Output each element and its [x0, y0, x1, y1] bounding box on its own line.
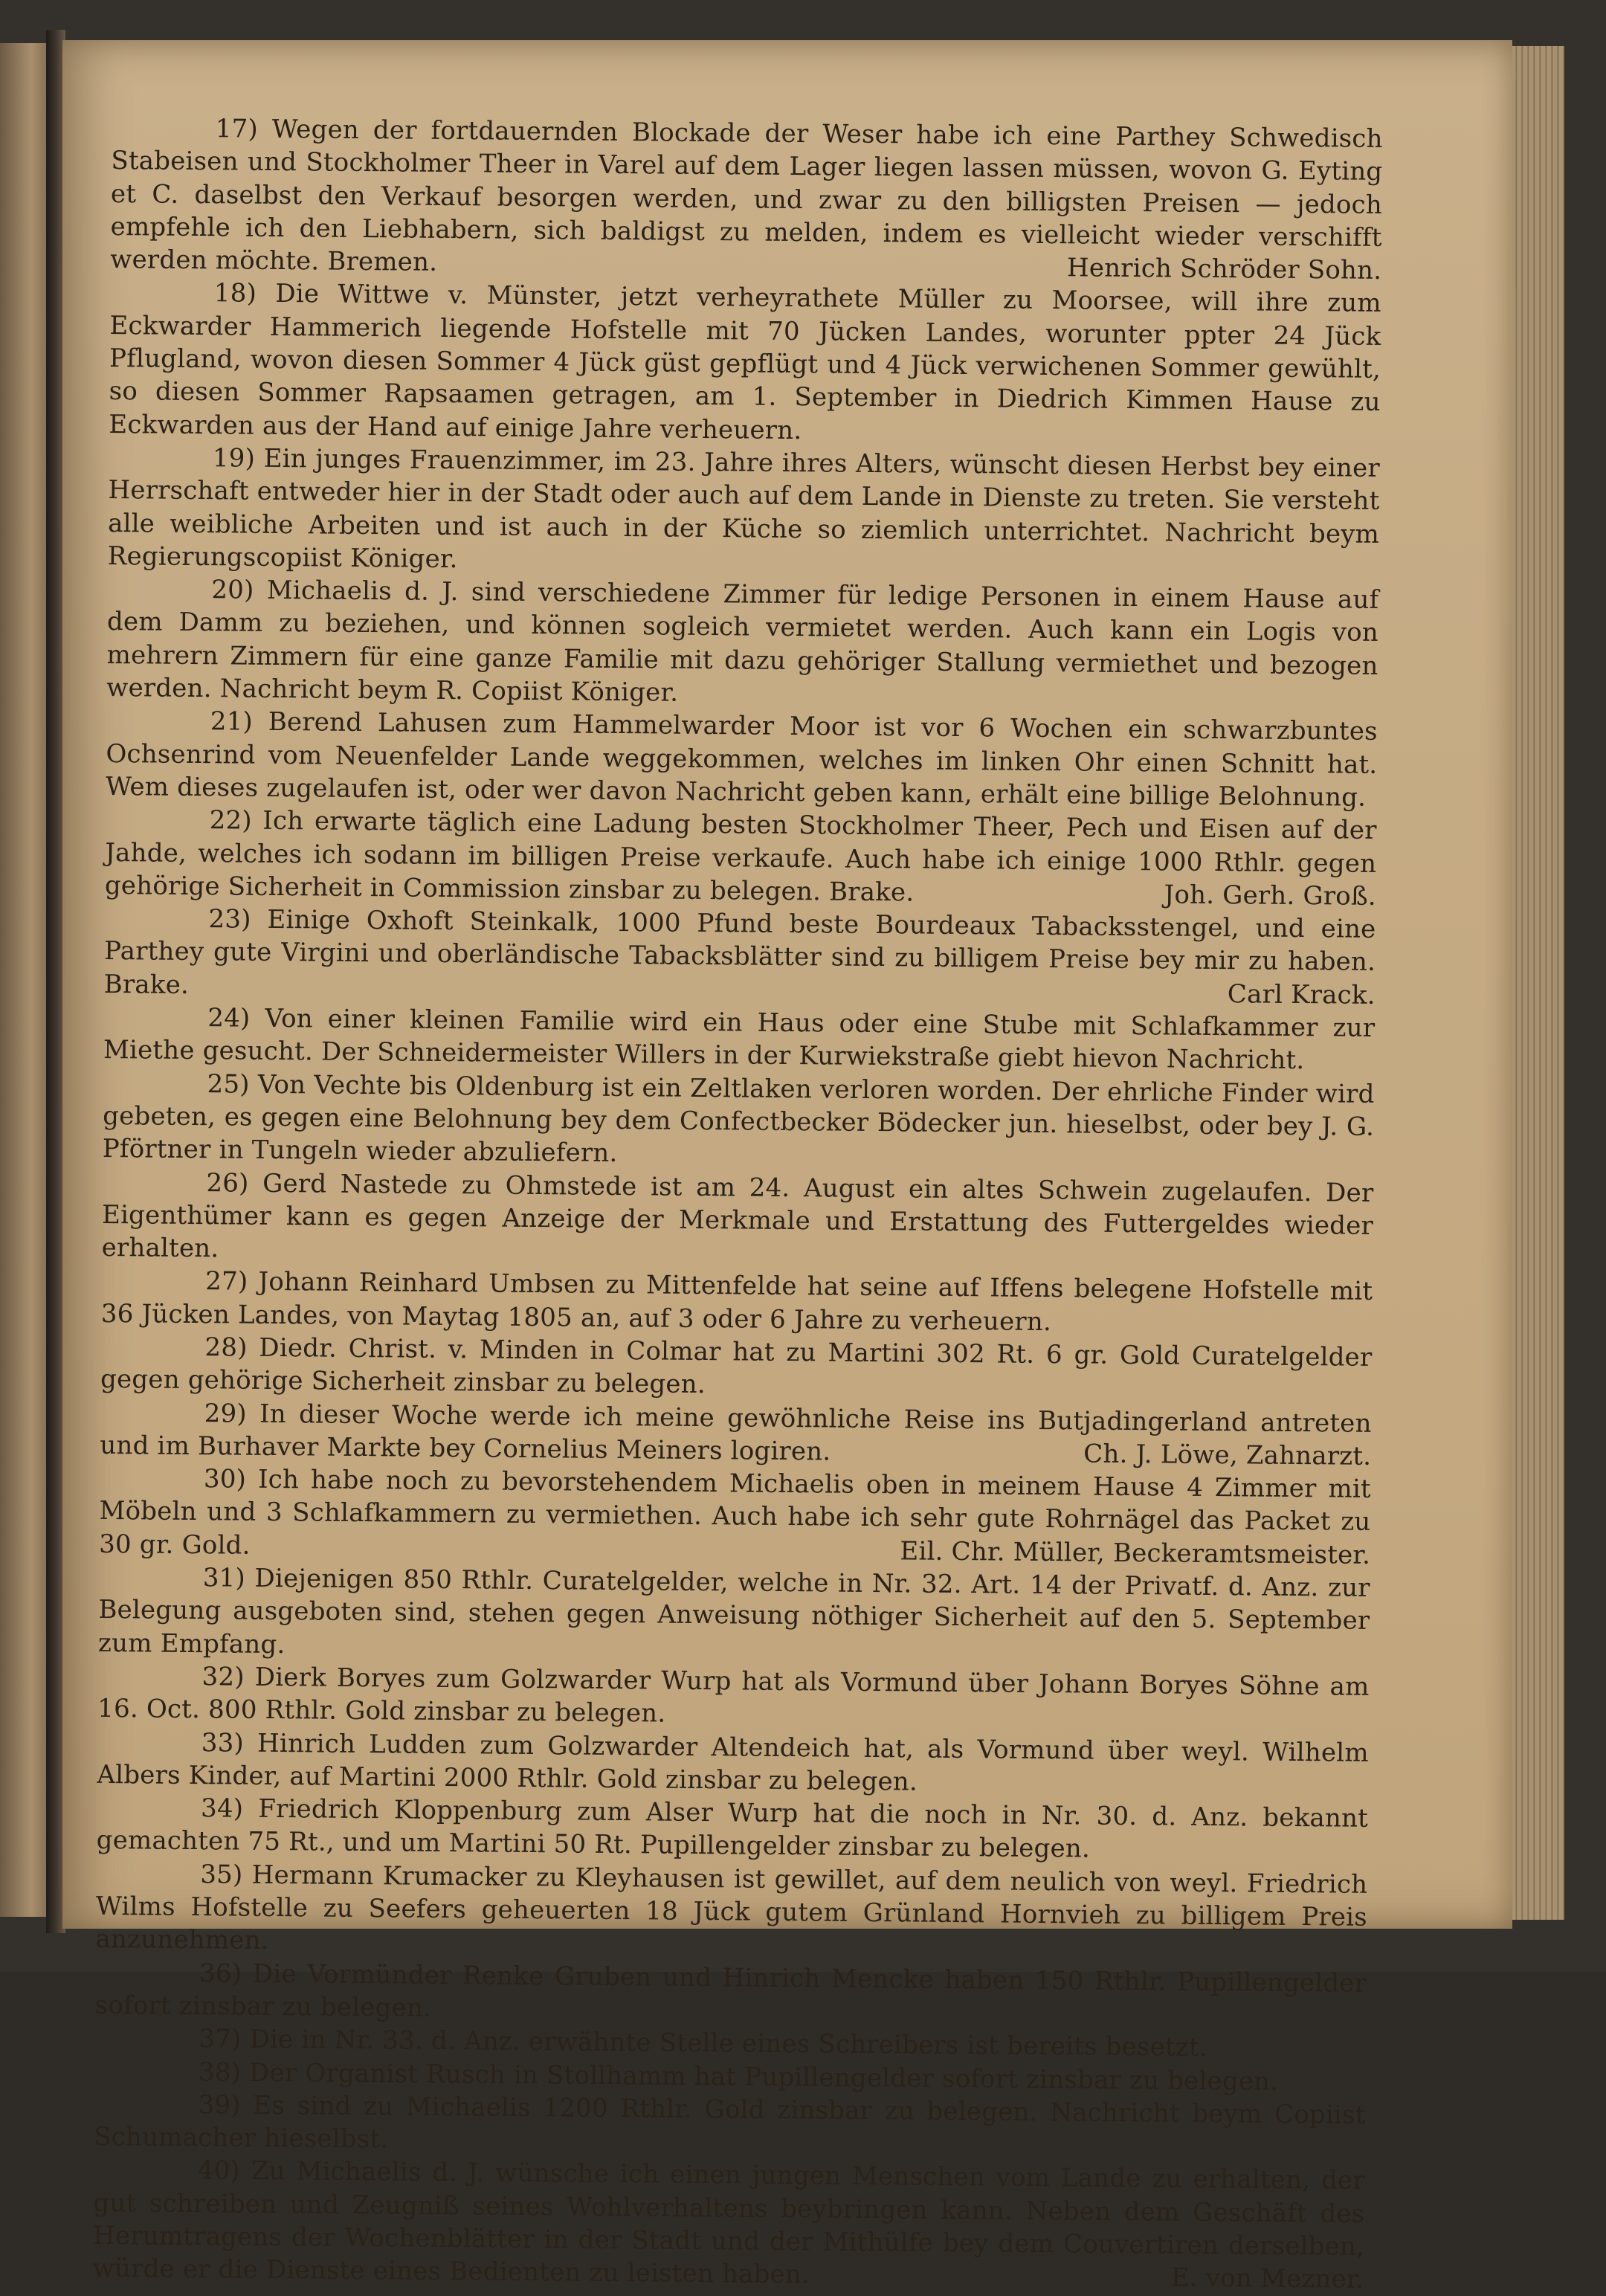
entry-number: 30): [203, 1464, 247, 1494]
entry-number: 31): [202, 1563, 246, 1593]
advertisement-entry: [99, 1462, 1371, 1572]
advertisement-entry: [100, 1330, 1373, 1407]
entry-signature: Eil. Chr. Müller, Beckeramtsmeister.: [900, 1536, 1371, 1570]
entry-text: Von einer kleinen Familie wird ein Haus oder eine Stube mit Schlafkammer zur Miethe gesucht. Der Schneidermeister Willers in der Kurwiekstraße giebt hievon Nachricht.: [103, 1003, 1376, 1076]
entry-text: Ich habe noch zu bevorstehendem Michaelis oben in meinem Hause 4 Zimmer mit Möbeln und 3 Schlafkammern zu vermiethen. Auch habe ich sehr gute Rohrnägel das Packet zu 30 gr. Gold.: [99, 1464, 1372, 1561]
entry-text: Hermann Krumacker zu Kleyhausen ist gewillet, auf dem neulich von weyl. Friedrich Wilms Hofstelle zu Seefers geheuerten 18 Jück gutem Grünland Hornvieh zu billigem Preis anzunehmen.: [95, 1860, 1368, 1956]
advertisement-entry: [110, 112, 1383, 287]
entry-text: Die Vormünder Renke Gruben und Hinrich Mencke haben 150 Rthlr. Pupillengelder sofort zinsbar zu belegen.: [94, 1958, 1367, 2023]
entry-number: 20): [211, 575, 254, 605]
entry-number: 34): [200, 1793, 244, 1824]
entry-number: 33): [201, 1727, 245, 1758]
page-stack-edges: [1512, 46, 1564, 1920]
entry-text: Ein junges Frauenzimmer, im 23. Jahre ihres Alters, wünscht diesen Herbst bey einer Herrschaft entweder hier in der Stadt oder auch auf dem Lande in Dienste zu treten. Sie versteht alle weibliche Arbeiten und ist auch in der Küche so ziemlich unterrichtet. Nachricht beym Regierungscopiist Königer.: [107, 443, 1381, 574]
advertisement-entry: [101, 1165, 1373, 1275]
entry-signature: Ch. J. Löwe, Zahnarzt.: [1083, 1439, 1372, 1471]
advertisement-entry: [97, 1791, 1369, 1868]
entry-number: 37): [199, 2024, 242, 2054]
entry-text: Berend Lahusen zum Hammelwarder Moor ist vor 6 Wochen ein schwarzbuntes Ochsenrind vom Neuenfelder Lande weggekommen, welches im linken Ohr einen Schnitt hat. Wem dieses zugelaufen ist, oder wer davon Nachricht geben kann, erhält eine billige Belohnung.: [105, 707, 1378, 813]
entry-text: In dieser Woche werde ich meine gewöhnliche Reise ins Butjadingerland antreten und im Burhaver Markte bey Cornelius Meiners logiren.: [100, 1399, 1372, 1467]
entry-text: Wegen der fortdauernden Blockade der Weser habe ich eine Parthey Schwedisch Stabeisen und Stockholmer Theer in Varel auf dem Lager liegen lassen müssen, wovon G. Eyting et C. daselbst den Verkauf besorgen werden, und zwar zu den billigsten Preisen — jedoch empfehle ich den Liebhabern, sich baldigst zu melden, indem es vielleicht wieder verschifft werden möchte. Bremen.: [110, 114, 1383, 278]
advertisement-entry: [104, 902, 1376, 1012]
entry-text: Diedr. Christ. v. Minden in Colmar hat zu Martini 302 Rt. 6 gr. Gold Curatelgelder gegen gehörige Sicherheit zinsbar zu belegen.: [100, 1332, 1373, 1400]
entry-number: 36): [199, 1958, 242, 1989]
entry-number: 27): [205, 1266, 248, 1297]
entry-text: Die Wittwe v. Münster, jetzt verheyrathete Müller zu Moorsee, will ihre zum Eckwarder Hammerich liegende Hofstelle mit 70 Jücken Landes, worunter ppter 24 Jück Pflugland, wovon diesen Sommer 4 Jück güst gepflügt und 4 Jück verwichenen Sommer gewühlt, so diesen Sommer Rapsaamen getragen, am 1. September in Diedrich Kimmen Hause zu Eckwarden aus der Hand auf einige Jahre verheuern.: [109, 279, 1381, 445]
advertisement-entry: [95, 1956, 1367, 2034]
entry-text: Zu Michaelis d. J. wünsche ich einen jungen Menschen vom Lande zu erhalten, der gut schreiben und Zeugniß seines Wohlverhaltens beybringen kann. Neben dem Geschäft des Herumtragens der Wochenblätter in der Stadt und der Mithülfe bey dem Couvertiren derselben, würde er die Dienste eines Bedienten zu leisten haben.: [92, 2156, 1365, 2290]
entry-text: Ich erwarte täglich eine Ladung besten Stockholmer Theer, Pech und Eisen auf der Jahde, welches ich sodann im billigen Preise verkaufe. Auch habe ich einige 1000 Rthlr. gegen gehörige Sicherheit in Commission zinsbar zu belegen. Brake.: [104, 806, 1377, 908]
entry-number: 25): [207, 1068, 250, 1100]
advertisement-entry: [103, 1001, 1376, 1078]
entry-text: Gerd Nastede zu Ohmstede ist am 24. August ein altes Schwein zugelaufen. Der Eigenthümer kann es gegen Anzeige der Merkmale und Erstattung des Futtergeldes wieder erhalten.: [101, 1168, 1374, 1264]
advertisement-entry: [101, 1264, 1373, 1341]
entry-number: 26): [206, 1167, 249, 1199]
entry-text: Friedrich Kloppenburg zum Alser Wurp hat die noch in Nr. 30. d. Anz. bekannt gemachten 75 Rt., und um Martini 50 Rt. Pupillengelder zinsbar zu belegen.: [96, 1793, 1369, 1865]
entry-signature: E. von Mezner.: [1170, 2263, 1364, 2295]
entry-number: 17): [215, 114, 259, 144]
entry-number: 40): [197, 2155, 241, 2187]
entry-number: 39): [198, 2089, 241, 2121]
advertisement-entry: [92, 2153, 1364, 2296]
entry-text: Diejenigen 850 Rthlr. Curatelgelder, welche in Nr. 32. Art. 14 der Privatf. d. Anz. zur Belegung ausgeboten sind, stehen gegen Anweisung nöthiger Sicherheit auf den 5. September zum Empfang.: [97, 1563, 1370, 1660]
entry-text: Es sind zu Michaelis 1200 Rthlr. Gold zinsbar zu belegen. Nachricht beym Copiist Schumacher hieselbst.: [94, 2090, 1366, 2155]
entry-number: 23): [208, 904, 251, 935]
advertisement-entry: [108, 441, 1380, 584]
advertisement-entry: [97, 1660, 1370, 1737]
entry-number: 35): [200, 1859, 243, 1890]
advertisement-entry: [100, 1396, 1372, 1474]
entry-text: Der Organist Rusch in Stollhamm hat Pupillengelder sofort zinsbar zu belegen.: [248, 2057, 1279, 2097]
entry-number: 19): [212, 443, 256, 474]
entry-text: Von Vechte bis Oldenburg ist ein Zeltlaken verloren worden. Der ehrliche Finder wird gebeten, es gegen eine Belohnung bey dem Confectbecker Bödecker jun. hieselbst, oder bey J. G. Pförtner in Tungeln wieder abzuliefern.: [102, 1069, 1375, 1169]
entry-text: Einige Oxhoft Steinkalk, 1000 Pfund beste Bourdeaux Tabacksstengel, und eine Parthey gute Virgini und oberländische Tabacksblätter sind zu billigem Preise bey mir zu haben. Brake.: [103, 904, 1376, 1000]
entry-number: 29): [204, 1398, 248, 1429]
entry-signature: Carl Krack.: [1227, 978, 1376, 1010]
advertisement-column: [92, 112, 1382, 2296]
entry-number: 28): [204, 1332, 248, 1363]
advertisement-entry: [95, 1857, 1367, 1967]
advertisement-entry: [109, 276, 1381, 451]
advertisement-entry: [97, 1725, 1369, 1802]
advertisement-entry: [106, 573, 1378, 715]
entry-number: 32): [201, 1662, 245, 1692]
advertisement-entry: [103, 1067, 1375, 1177]
entry-text: Michaelis d. J. sind verschiedene Zimmer für ledige Personen in einem Hause auf dem Damm zu beziehen, und können sogleich vermietet werden. Auch kann ein Logis von mehrern Zimmern für eine ganze Familie mit dazu gehöriger Stallung vermiethet und bezogen werden. Nachricht beym R. Copiist Königer.: [106, 575, 1379, 708]
entry-number: 18): [213, 278, 257, 309]
entry-number: 24): [207, 1003, 251, 1033]
advertisement-entry: [105, 803, 1377, 913]
entry-signature: Henrich Schröder Sohn.: [1066, 253, 1382, 286]
advertisement-entry: [106, 704, 1378, 814]
entry-number: 21): [210, 706, 254, 738]
entry-text: Dierk Boryes zum Golzwarder Wurp hat als Vormund über Johann Boryes Söhne am 16. Oct. 800 Rthlr. Gold zinsbar zu belegen.: [97, 1662, 1370, 1729]
advertisement-entry: [98, 1561, 1370, 1671]
entry-text: Hinrich Ludden zum Golzwarder Altendeich hat, als Vormund über weyl. Wilhelm Albers Kinder, auf Martini 2000 Rthlr. Gold zinsbar zu belegen.: [97, 1728, 1369, 1797]
entry-text: Johann Reinhard Umbsen zu Mittenfelde hat seine auf Iffens belegene Hofstelle mit 36 Jücken Landes, von Maytag 1805 an, auf 3 oder 6 Jahre zu verheuern.: [100, 1267, 1373, 1337]
entry-number: 38): [198, 2057, 242, 2088]
left-page-edge: [0, 43, 52, 1917]
advertisement-entry: [94, 2088, 1366, 2165]
entry-text: Die in Nr. 33. d. Anz. erwähnte Stelle eines Schreibers ist bereits besetzt.: [249, 2024, 1208, 2063]
entry-number: 22): [209, 805, 252, 836]
entry-signature: Joh. Gerh. Groß.: [1164, 880, 1377, 912]
